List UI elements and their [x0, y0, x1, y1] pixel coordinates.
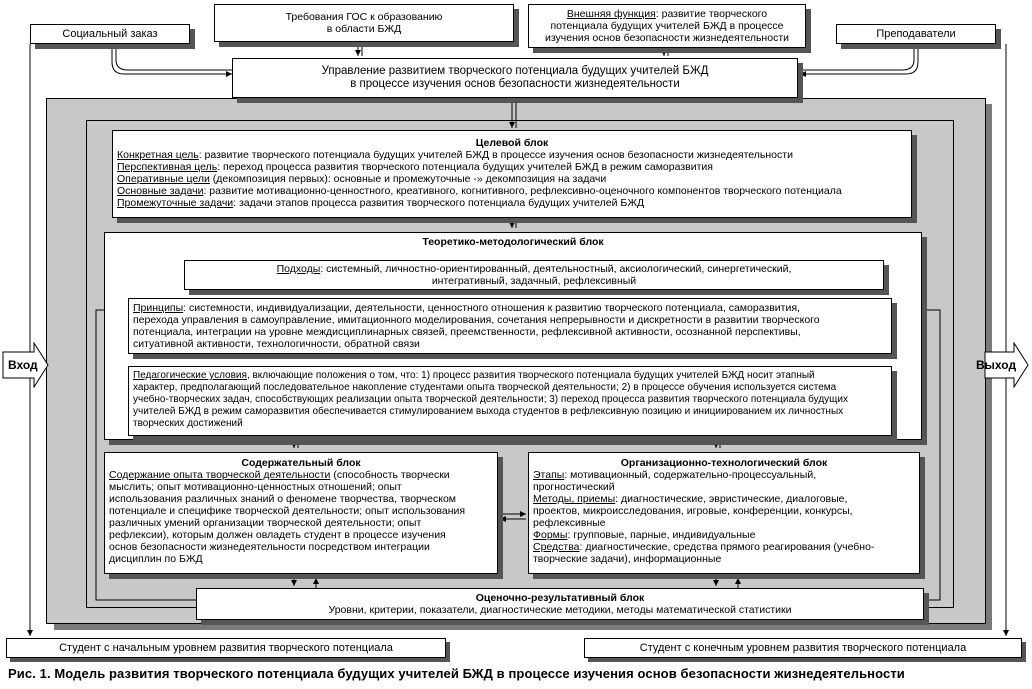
org-stages-line-1: : мотивационный, содержательно-процессуальный, [564, 469, 817, 481]
external-function-line-2: потенциала будущих учителей БЖД в процессе [550, 20, 784, 32]
eval-block-title: Оценочно-результативный блок [475, 592, 645, 604]
conditions-box [128, 366, 892, 436]
theory-block-title: Теоретико-методологический блок [422, 236, 604, 248]
target-main-tasks-text: : развитие мотивационно-ценностного, креативного, когнитивного, рефлексивно-оценочного компонентов творческого потенциала [203, 185, 842, 197]
conditions-line-5: творческих достижений [133, 418, 243, 429]
org-forms-text: : групповые, парные, индивидуальные [567, 529, 756, 541]
eval-block-text: Уровни, критерии, показатели, диагностические методики, методы математической статистики [328, 604, 792, 616]
org-methods-line-1: : диагностические, эвристические, диалоговые, [615, 493, 848, 505]
conditions-label: Педагогические условия [133, 370, 247, 381]
conditions-line-3: учебно-творческих задач, способствующих реализации опыта творческой деятельности; 3) переход процесса развития творческого потенциала будущих [133, 394, 848, 405]
approaches-label: Подходы [276, 263, 321, 275]
target-main-tasks-label: Основные задачи [117, 185, 204, 197]
org-stages-line-2: прогностический [533, 481, 615, 493]
social-order-box [30, 24, 190, 44]
student-end-box [584, 638, 1022, 658]
org-means-line-2: творческие задачи), информационные [533, 553, 722, 565]
teachers-label: Преподаватели [876, 28, 956, 40]
content-line-4: потенциале и специфике творческой деятельности; опыт использования [109, 505, 466, 517]
target-block [112, 130, 912, 218]
principles-label: Принципы [133, 302, 184, 314]
org-methods-label: Методы, приемы [533, 493, 616, 505]
management-line-2: в процессе изучения основ безопасности жизнедеятельности [350, 78, 680, 90]
principles-line-3: потенциала, интеграции на уровне междисциплинарных связей, преемственности, рефлексивной активности, осознанной перспективы, [133, 326, 801, 338]
org-forms-label: Формы [533, 529, 568, 541]
content-line-5: различных умений организации творческой деятельности; опыт [109, 517, 422, 529]
external-function-label: Внешняя функция [566, 8, 656, 20]
management-box [232, 58, 798, 98]
figure-caption: Рис. 1. Модель развития творческого потенциала будущих учителей БЖД в процессе изучения основ безопасности жизнедеятельности [8, 666, 905, 681]
gos-line-1: Требования ГОС к образованию [285, 11, 443, 23]
org-block [528, 452, 920, 574]
approaches-line-1: : системный, личностно-ориентированный, деятельностный, аксиологический, синергетический, [320, 263, 792, 275]
target-intermediate-label: Промежуточные задачи [117, 197, 234, 209]
org-means-label: Средства [533, 541, 580, 553]
org-methods-line-2: проектов, микроисследования, игровые, конференции, конкурсы, [533, 505, 853, 517]
student-start-box [6, 638, 446, 658]
approaches-line-2: интегративный, задачный, рефлексивный [431, 275, 637, 287]
conditions-line-1: , включающие положения о том, что: 1) процесс развития творческого потенциала будущих учителей БЖД носит этапный [246, 370, 815, 381]
output-label: Выход [976, 358, 1017, 372]
target-concrete-label: Конкретная цель [117, 149, 199, 161]
target-perspective-label: Перспективная цель [117, 161, 218, 173]
content-block [104, 452, 498, 574]
target-concrete-text: : развитие творческого потенциала будущих учителей БЖД в процессе изучения основ безопасности жизнедеятельности [198, 149, 793, 161]
content-line-3: использования различных знаний о феномене творчества, творческом [109, 493, 456, 505]
conditions-line-2: характер, предполагающий последовательное накопление студентами опыта творческой деятельности; 2) в процессе обучения используется система [133, 382, 837, 393]
content-line-8: дисциплин по БЖД [109, 553, 203, 565]
org-block-title: Организационно-технологический блок [620, 457, 828, 469]
external-function-line-3: изучения основ безопасности жизнедеятельности [544, 32, 789, 44]
org-methods-line-3: рефлексивные [533, 517, 606, 529]
org-stages-label: Этапы [533, 469, 565, 481]
social-order-label: Социальный заказ [62, 28, 158, 40]
student-start-label: Студент с начальным уровнем развития творческого потенциала [59, 642, 393, 654]
content-line-1: (способность творчески [330, 469, 450, 481]
principles-box [128, 298, 892, 354]
target-operative-label: Оперативные цели [117, 173, 210, 185]
gos-requirements-box [214, 4, 514, 42]
input-label: Вход [8, 358, 38, 372]
student-end-label: Студент с конечным уровнем развития творческого потенциала [639, 642, 967, 654]
principles-line-2: перехода управления в самоуправление, имитационного моделирования, сочетания непрерывности и дискретности в развитии творческого [133, 314, 820, 326]
target-intermediate-text: : задачи этапов процесса развития творческого потенциала будущих учителей БЖД [233, 197, 645, 209]
content-line-6: рефлексии), которым должен овладеть студент в процессе изучения [109, 529, 446, 541]
gos-line-2: в области БЖД [326, 23, 402, 35]
external-function-box [528, 4, 806, 48]
target-perspective-text: : переход процесса развития творческого потенциала будущих учителей БЖД в режим саморазвития [217, 161, 713, 173]
content-line-2: мыслить; опыт мотивационно-ценностных отношений; опыт [109, 481, 402, 493]
approaches-box [184, 260, 884, 290]
external-function-line-1: : развитие творческого [655, 8, 768, 20]
content-block-title: Содержательный блок [241, 457, 361, 469]
org-means-line-1: : диагностические, средства прямого реагирования (учебно- [579, 541, 875, 553]
management-line-1: Управление развитием творческого потенциала будущих учителей БЖД [321, 65, 709, 77]
teachers-box [836, 24, 996, 44]
target-block-title: Целевой блок [475, 137, 549, 149]
principles-line-1: : системности, индивидуализации, деятельности, ценностного отношения к развитию творческого потенциала, саморазвития, [183, 302, 800, 314]
eval-block [196, 588, 924, 620]
conditions-line-4: учителей БЖД в режим саморазвития обеспечивается стимулированием выхода студентов в рефлексивную позицию и инициированием их личностных [133, 406, 844, 417]
target-operative-text: (декомпозиция первых): основные и промежуточные -» декомпозиция на задачи [209, 173, 607, 185]
principles-line-4: ситуативной активности, технологичности, обратной связи [133, 338, 420, 350]
content-label: Содержание опыта творческой деятельности [109, 469, 331, 481]
content-line-7: основ безопасности жизнедеятельности посредством интеграции [109, 541, 430, 553]
